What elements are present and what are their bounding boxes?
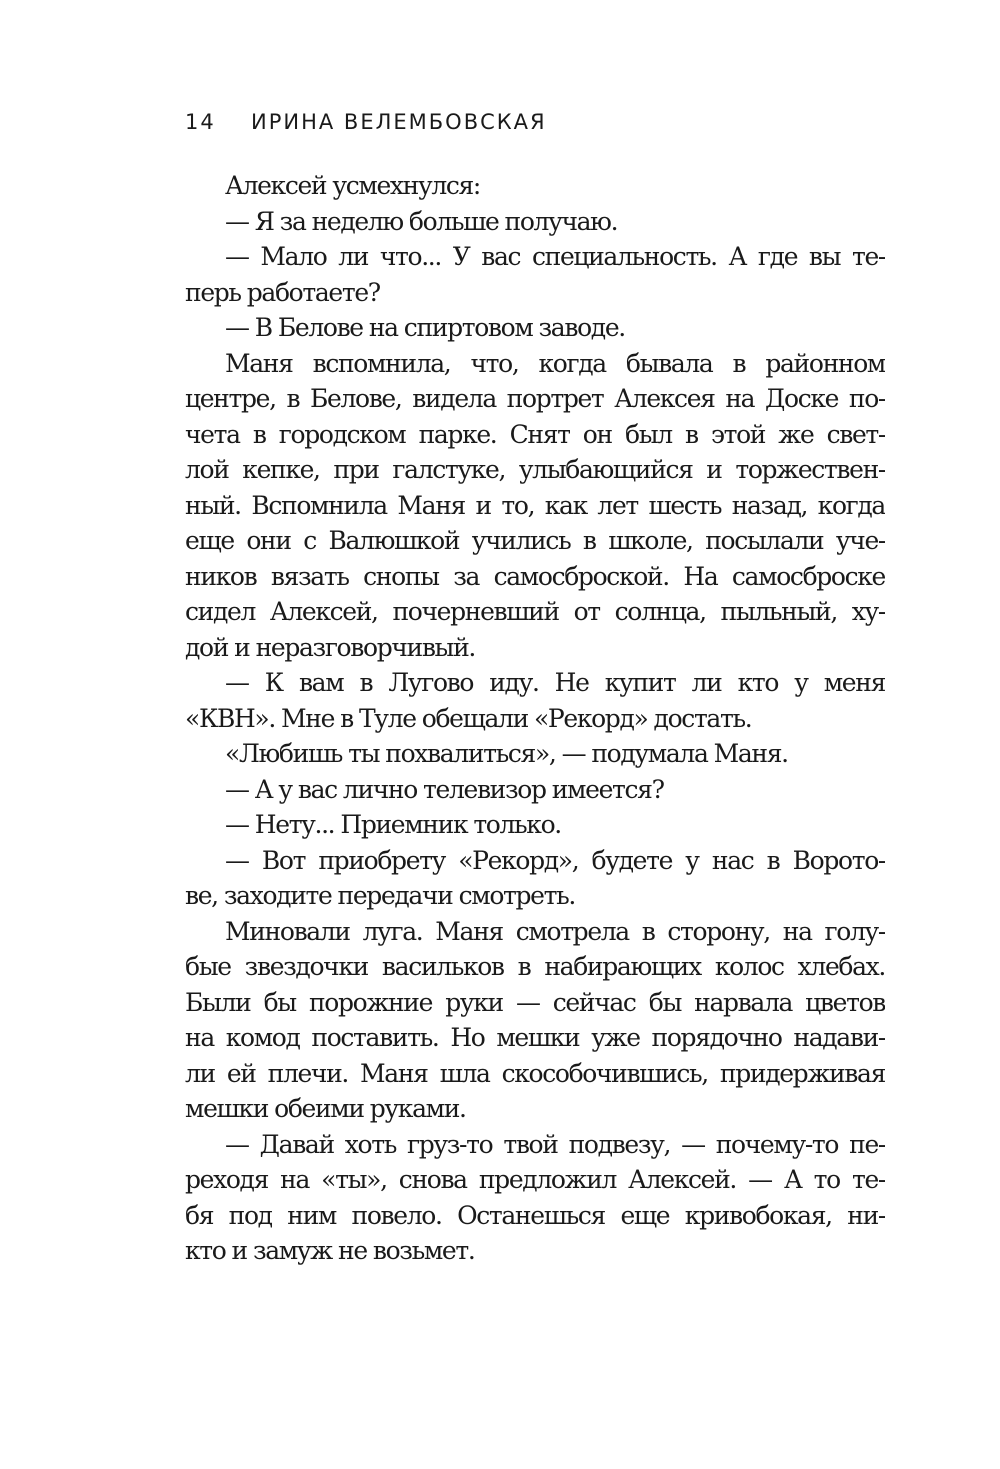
text-line: — В Белове на спиртовом заводе. — [225, 313, 625, 342]
text-line: — Мало ли что... У вас специальность. А где вы те- — [225, 242, 885, 271]
text-line: кто и замуж не возьмет. — [185, 1236, 475, 1265]
text-line: — Давай хоть груз-то твой подвезу, — почему-то пе- — [225, 1129, 885, 1159]
running-header — [185, 110, 885, 142]
author-name: ИРИНА ВЕЛЕМБОВСКАЯ — [251, 110, 547, 134]
text-line: еще они с Валюшкой учились в школе, посылали уче- — [185, 526, 885, 555]
text-line: центре, в Белове, видела портрет Алексея на Доске по- — [185, 384, 885, 413]
text-line: сидел Алексей, почерневший от солнца, пыльный, ху- — [185, 597, 885, 626]
text-line: Маня вспомнила, что, когда бывала в районном — [225, 348, 885, 378]
text-line: — Нету... Приемник только. — [225, 810, 561, 839]
page-number: 14 — [185, 110, 216, 134]
text-line: — Вот приобрету «Рекорд», будете у нас в Ворото- — [225, 845, 885, 875]
text-line: Были бы порожние руки — сейчас бы нарвала цветов — [185, 987, 885, 1017]
text-line: — А у вас лично телевизор имеется? — [225, 774, 664, 804]
text-line: перь работаете? — [185, 277, 380, 307]
text-line: ников вязать снопы за самосброской. На самосброске — [185, 561, 885, 591]
text-line: «КВН». Мне в Туле обещали «Рекорд» достать. — [185, 703, 752, 733]
text-line: реходя на «ты», снова предложил Алексей. — А то те- — [185, 1165, 885, 1194]
text-line: бые звездочки васильков в набирающих колос хлебах. — [185, 952, 885, 981]
text-line: ве, заходите передачи смотреть. — [185, 881, 575, 910]
text-line: ли ей плечи. Маня шла скособочившись, придерживая — [185, 1058, 885, 1088]
text-line: чета в городском парке. Снят он был в этой же свет- — [185, 419, 885, 449]
body-text — [185, 168, 885, 1269]
text-line: дой и неразговорчивый. — [185, 632, 476, 662]
text-line: «Любишь ты похвалиться», — подумала Маня. — [225, 739, 788, 768]
text-line: — К вам в Лугово иду. Не купит ли кто у меня — [225, 668, 885, 697]
text-line: на комод поставить. Но мешки уже порядочно надави- — [185, 1023, 885, 1052]
text-line: бя под ним повело. Останешься еще кривобокая, ни- — [185, 1200, 885, 1230]
text-line: Миновали луга. Маня смотрела в сторону, на голу- — [225, 916, 885, 946]
text-line: ный. Вспомнила Маня и то, как лет шесть назад, когда — [185, 490, 885, 520]
text-line: лой кепке, при галстуке, улыбающийся и торжествен- — [185, 455, 885, 484]
text-line: мешки обеими руками. — [185, 1094, 466, 1123]
text-line: Алексей усмехнулся: — [225, 171, 480, 200]
text-line: — Я за неделю больше получаю. — [225, 206, 618, 236]
